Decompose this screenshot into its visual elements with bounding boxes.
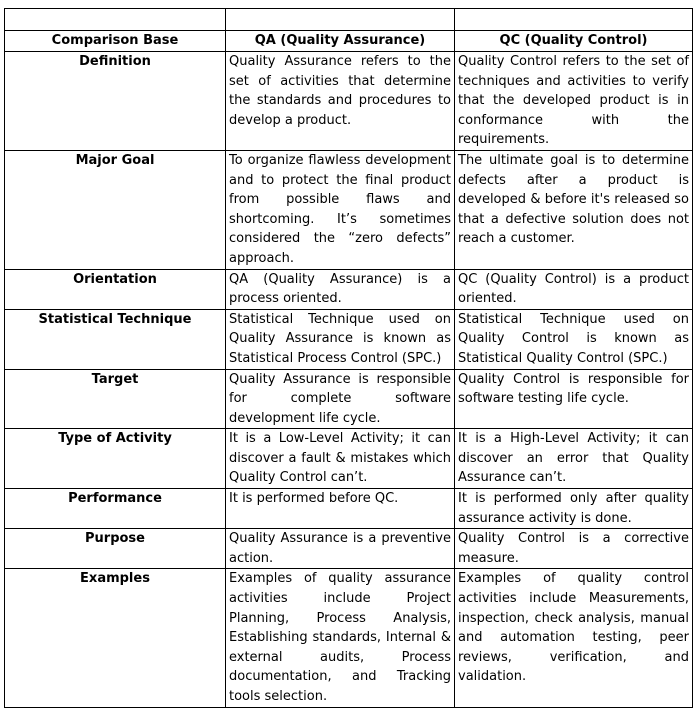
qa-cell: Quality Assurance is a preventive action. [226,529,455,569]
qa-cell: Quality Assurance refers to the set of activities that determine the standards and procedures to develop a product. [226,52,455,151]
qc-cell: Quality Control refers to the set of techniques and activities to verify that the developed product is in conformance with the requirements. [455,52,693,151]
qa-cell: Quality Assurance is responsible for complete software development life cycle. [226,369,455,429]
qc-cell: QC (Quality Control) is a product oriented. [455,269,693,309]
qc-cell: Quality Control is responsible for software testing life cycle. [455,369,693,429]
row-base-label: Examples [5,569,226,707]
qa-vs-qc-comparison-table [4,8,693,708]
qa-cell: It is a Low-Level Activity; it can discover a fault & mistakes which Quality Control can’t. [226,429,455,489]
row-base-label: Major Goal [5,150,226,269]
qa-cell: Statistical Technique used on Quality Assurance is known as Statistical Process Control (SPC.) [226,309,455,369]
row-base-label: Orientation [5,269,226,309]
row-base-label: Purpose [5,529,226,569]
qc-cell: The ultimate goal is to determine defects after a product is developed & before it's released so that a defective solution does not reach a customer. [455,150,693,269]
qc-cell: Examples of quality control activities include Measurements, inspection, check analysis, manual and automation testing, peer reviews, verification, and validation. [455,569,693,707]
qc-cell: Statistical Technique used on Quality Control is known as Statistical Quality Control (SPC.) [455,309,693,369]
qa-cell: It is performed before QC. [226,489,455,529]
table-row-examples [5,569,693,707]
table-header-row [5,31,693,52]
qa-cell: To organize flawless development and to protect the final product from possible flaws and shortcoming. It’s sometimes considered the “zero defects” approach. [226,150,455,269]
row-base-label: Target [5,369,226,429]
table-row-type-of-activity [5,429,693,489]
table-top-spacer-row [5,9,693,31]
row-base-label: Type of Activity [5,429,226,489]
qc-cell: It is a High-Level Activity; it can discover an error that Quality Assurance can’t. [455,429,693,489]
header-comparison-base: Comparison Base [5,31,226,52]
qc-cell: Quality Control is a corrective measure. [455,529,693,569]
header-qa: QA (Quality Assurance) [226,31,455,52]
comparison-table-container [4,8,692,708]
row-base-label: Definition [5,52,226,151]
spacer-cell [5,9,226,31]
qa-cell: Examples of quality assurance activities include Project Planning, Process Analysis, Establishing standards, Internal & external audits, Process documentation, and Tracking tools selection. [226,569,455,707]
row-base-label: Performance [5,489,226,529]
qa-cell: QA (Quality Assurance) is a process oriented. [226,269,455,309]
qc-cell: It is performed only after quality assurance activity is done. [455,489,693,529]
header-qc: QC (Quality Control) [455,31,693,52]
row-base-label: Statistical Technique [5,309,226,369]
table-row-statistical-technique [5,309,693,369]
table-row-major-goal [5,150,693,269]
table-row-purpose [5,529,693,569]
table-row-definition [5,52,693,151]
table-row-performance [5,489,693,529]
table-row-target [5,369,693,429]
table-row-orientation [5,269,693,309]
spacer-cell [226,9,455,31]
spacer-cell [455,9,693,31]
